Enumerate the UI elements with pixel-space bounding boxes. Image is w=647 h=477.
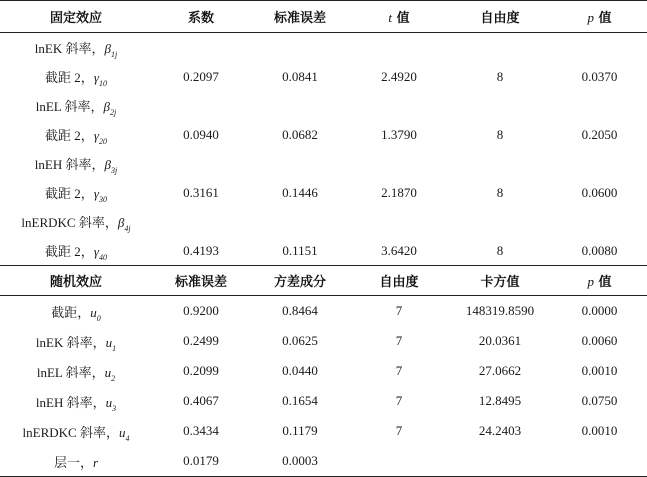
table-row [0, 236, 647, 266]
row-label: 截距 2，$\gamma_{10}$ [45, 70, 107, 88]
cell-variance-component: 0.0440 [282, 363, 318, 378]
table-row [0, 326, 647, 356]
header-coefficient: 系数 [152, 1, 250, 33]
table-row [0, 207, 647, 236]
cell-t-value: 1.3790 [381, 126, 417, 142]
cell-df: 8 [496, 184, 504, 200]
cell-chi-square [448, 446, 552, 477]
random-effects-header-row [0, 266, 647, 296]
cell-p-value: 0.0010 [581, 363, 618, 378]
cell-p-value: 0.0600 [581, 184, 618, 200]
table-row [0, 178, 647, 207]
row-label: 截距，$u_0$ [51, 304, 101, 323]
row-label: lnERDKC 斜率，$\beta_{4j}$ [21, 215, 131, 233]
cell-coefficient: 0.3161 [183, 184, 219, 200]
cell-df: 7 [395, 423, 403, 438]
header-variance-component: 方差成分 [250, 266, 350, 296]
cell-p-value: 0.0750 [581, 393, 618, 408]
cell-standard-error: 0.2099 [183, 363, 219, 378]
row-label: 层一，r [0, 446, 152, 477]
table-row [0, 446, 647, 477]
cell-coefficient: 0.2097 [183, 68, 219, 84]
header-t-value: t 值 [350, 1, 448, 33]
cell-variance-component: 0.1179 [282, 423, 318, 438]
cell-t-value: 2.1870 [381, 184, 417, 200]
cell-variance-component: 0.8464 [282, 303, 318, 318]
cell-df: 8 [496, 242, 504, 258]
cell-p-value [552, 446, 647, 477]
cell-coefficient: 0.0940 [183, 126, 219, 142]
table-row [0, 296, 647, 327]
cell-coefficient: 0.4193 [183, 242, 219, 258]
row-label: lnEL 斜率，$\beta_{2j}$ [35, 99, 117, 117]
cell-df: 7 [395, 333, 403, 348]
cell-standard-error: 0.1446 [282, 184, 318, 200]
row-label: lnERDKC 斜率，$u_4$ [22, 424, 130, 443]
cell-standard-error: 0.9200 [183, 303, 219, 318]
cell-p-value: 0.2050 [581, 126, 618, 142]
header-degrees-of-freedom: 自由度 [448, 1, 552, 33]
cell-standard-error: 0.0179 [152, 446, 250, 477]
cell-standard-error: 0.4067 [183, 393, 219, 408]
cell-standard-error: 0.0841 [282, 68, 318, 84]
header-standard-error: 标准误差 [250, 1, 350, 33]
header-random-effects: 随机效应 [0, 266, 152, 296]
table-row [0, 356, 647, 386]
cell-p-value: 0.0010 [581, 423, 618, 438]
row-label: 截距 2，$\gamma_{30}$ [45, 186, 107, 204]
cell-df [350, 446, 448, 477]
cell-df: 8 [496, 126, 504, 142]
row-label: lnEK 斜率，$\beta_{1j}$ [34, 41, 118, 59]
cell-standard-error: 0.2499 [183, 333, 219, 348]
table-row [0, 120, 647, 149]
cell-t-value: 3.6420 [381, 242, 417, 258]
header-fixed-effects: 固定效应 [0, 1, 152, 33]
cell-standard-error: 0.0682 [282, 126, 318, 142]
cell-p-value: 0.0060 [581, 333, 618, 348]
cell-standard-error: 0.3434 [183, 423, 219, 438]
cell-p-value: 0.0000 [581, 303, 618, 318]
header-standard-error: 标准误差 [152, 266, 250, 296]
cell-t-value: 2.4920 [381, 68, 417, 84]
header-degrees-of-freedom: 自由度 [350, 266, 448, 296]
cell-df: 7 [395, 363, 403, 378]
header-chi-square: 卡方值 [448, 266, 552, 296]
table-row [0, 386, 647, 416]
cell-p-value: 0.0080 [581, 242, 618, 258]
table-row [0, 416, 647, 446]
cell-df: 7 [395, 303, 403, 318]
fixed-effects-header-row [0, 1, 647, 33]
row-label: lnEH 斜率，$\beta_{3j}$ [34, 157, 118, 175]
cell-standard-error: 0.1151 [282, 242, 318, 258]
row-label: 截距 2，$\gamma_{40}$ [45, 244, 107, 262]
cell-chi-square: 20.0361 [478, 333, 522, 348]
cell-df: 8 [496, 68, 504, 84]
row-label: lnEL 斜率，$u_2$ [36, 364, 116, 383]
header-p-value: p 值 [552, 266, 647, 296]
cell-chi-square: 24.2403 [478, 423, 522, 438]
cell-variance-component: 0.1654 [282, 393, 318, 408]
cell-p-value: 0.0370 [581, 68, 618, 84]
cell-chi-square: 12.8495 [478, 393, 522, 408]
cell-df: 7 [395, 393, 403, 408]
row-label: lnEH 斜率，$u_3$ [35, 394, 117, 413]
table-row [0, 62, 647, 91]
cell-variance-component: 0.0003 [250, 446, 350, 477]
table-row [0, 149, 647, 178]
row-label: lnEK 斜率，$u_1$ [35, 334, 117, 353]
table-row [0, 33, 647, 63]
table-row [0, 91, 647, 120]
cell-variance-component: 0.0625 [282, 333, 318, 348]
row-label: 截距 2，$\gamma_{20}$ [45, 128, 107, 146]
cell-chi-square: 148319.8590 [465, 303, 535, 318]
header-p-value: p 值 [552, 1, 647, 33]
cell-chi-square: 27.0662 [478, 363, 522, 378]
